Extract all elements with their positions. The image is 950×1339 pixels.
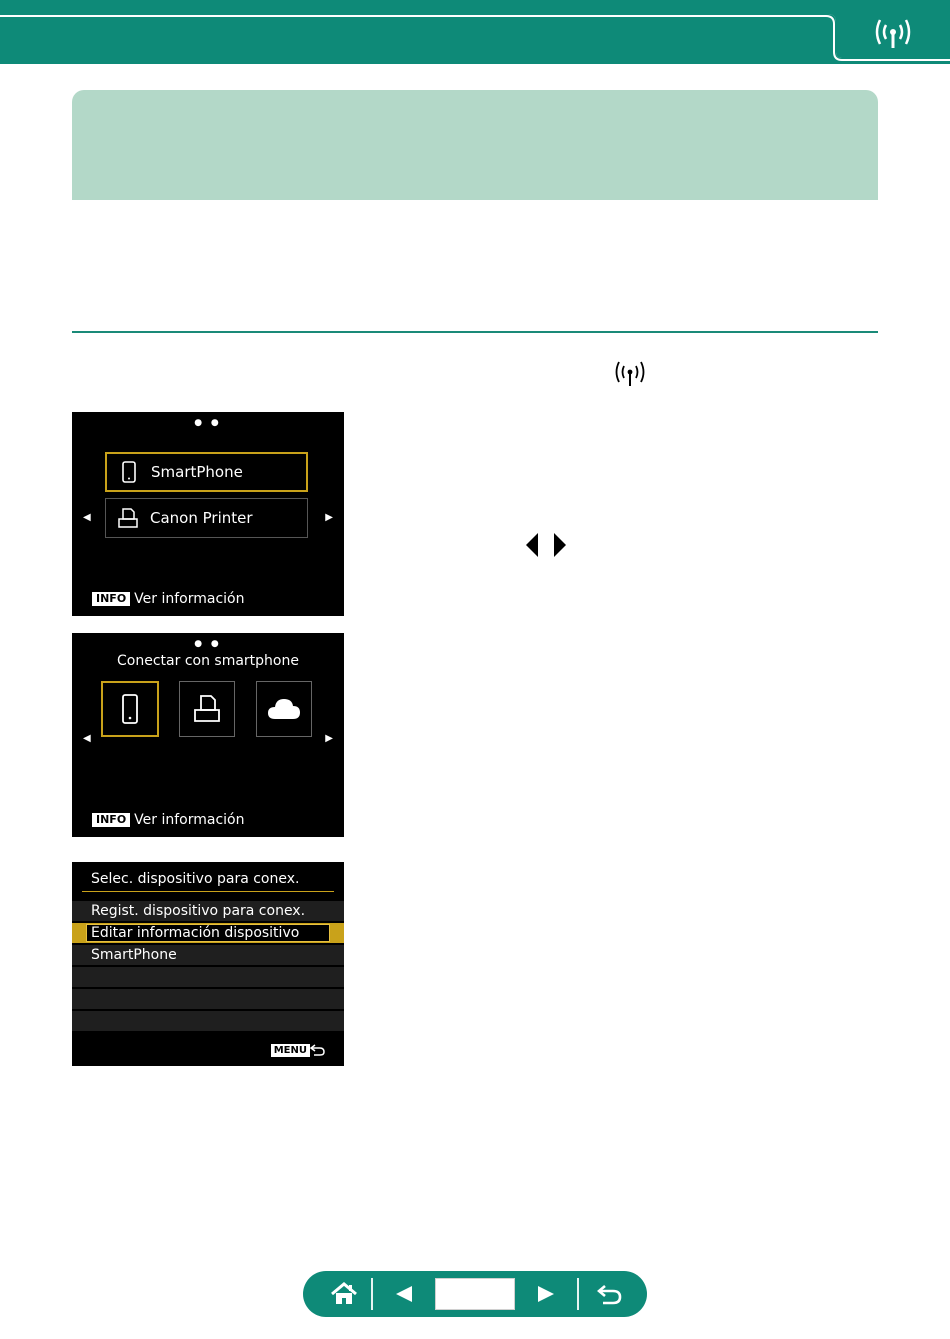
- info-button-badge: INFO: [92, 813, 130, 827]
- printer-icon: [106, 507, 150, 529]
- option-smartphone[interactable]: [105, 452, 308, 492]
- previous-page-button[interactable]: [379, 1271, 429, 1317]
- cloud-icon: [267, 697, 301, 721]
- page-number-field[interactable]: [435, 1278, 515, 1310]
- list-item-selected[interactable]: [72, 923, 344, 944]
- list-item[interactable]: [72, 989, 344, 1010]
- info-button-badge: INFO: [92, 592, 130, 606]
- tile-cloud[interactable]: [256, 681, 312, 737]
- screen-title: Conectar con smartphone: [117, 653, 299, 669]
- wireless-antenna-icon: [614, 360, 646, 388]
- list-item-label: Editar información dispositivo: [91, 925, 300, 941]
- list-item-label: Regist. dispositivo para conex.: [91, 903, 306, 919]
- left-right-arrows-icon: [524, 532, 568, 558]
- camera-screen-connect-tiles: [72, 633, 344, 837]
- return-button[interactable]: [583, 1271, 637, 1317]
- screen-title: Selec. dispositivo para conex.: [91, 871, 300, 887]
- tile-smartphone[interactable]: [101, 681, 159, 737]
- list-item[interactable]: [72, 945, 344, 966]
- info-text: Ver información: [134, 591, 245, 607]
- smartphone-icon: [122, 694, 138, 724]
- list-item[interactable]: [72, 901, 344, 922]
- page-dots: ● ●: [194, 418, 222, 428]
- menu-back-hint[interactable]: [271, 1043, 326, 1057]
- printer-icon: [192, 694, 222, 724]
- nav-separator: [371, 1278, 373, 1310]
- menu-button-badge: MENU: [271, 1044, 310, 1057]
- camera-screen-select-device: [72, 862, 344, 1066]
- tile-printer[interactable]: [179, 681, 235, 737]
- divider: [72, 331, 878, 333]
- list-item[interactable]: [72, 967, 344, 988]
- page-navigation-bar: [303, 1271, 647, 1317]
- section-title-box: [72, 90, 878, 200]
- scroll-left-icon[interactable]: ◀: [83, 512, 91, 523]
- list-item[interactable]: [72, 1011, 344, 1032]
- next-page-icon: [536, 1285, 556, 1303]
- option-canon-printer[interactable]: [105, 498, 308, 538]
- next-page-button[interactable]: [521, 1271, 571, 1317]
- prev-page-icon: [394, 1285, 414, 1303]
- return-icon: [597, 1283, 623, 1305]
- nav-separator: [577, 1278, 579, 1310]
- info-hint: [92, 591, 245, 607]
- return-icon: [310, 1043, 326, 1057]
- home-icon: [330, 1282, 358, 1306]
- scroll-left-icon[interactable]: ◀: [83, 733, 91, 744]
- info-text: Ver información: [134, 812, 245, 828]
- title-underline: [82, 891, 334, 892]
- home-button[interactable]: [317, 1271, 371, 1317]
- info-hint: [92, 812, 245, 828]
- scroll-right-icon[interactable]: ▶: [325, 733, 333, 744]
- page-dots: ● ●: [194, 639, 222, 649]
- option-label: SmartPhone: [151, 463, 243, 481]
- smartphone-icon: [107, 461, 151, 483]
- header-bar: [0, 0, 950, 64]
- list-item-label: SmartPhone: [91, 947, 177, 963]
- scroll-right-icon[interactable]: ▶: [325, 512, 333, 523]
- camera-screen-device-list: [72, 412, 344, 616]
- option-label: Canon Printer: [150, 509, 253, 527]
